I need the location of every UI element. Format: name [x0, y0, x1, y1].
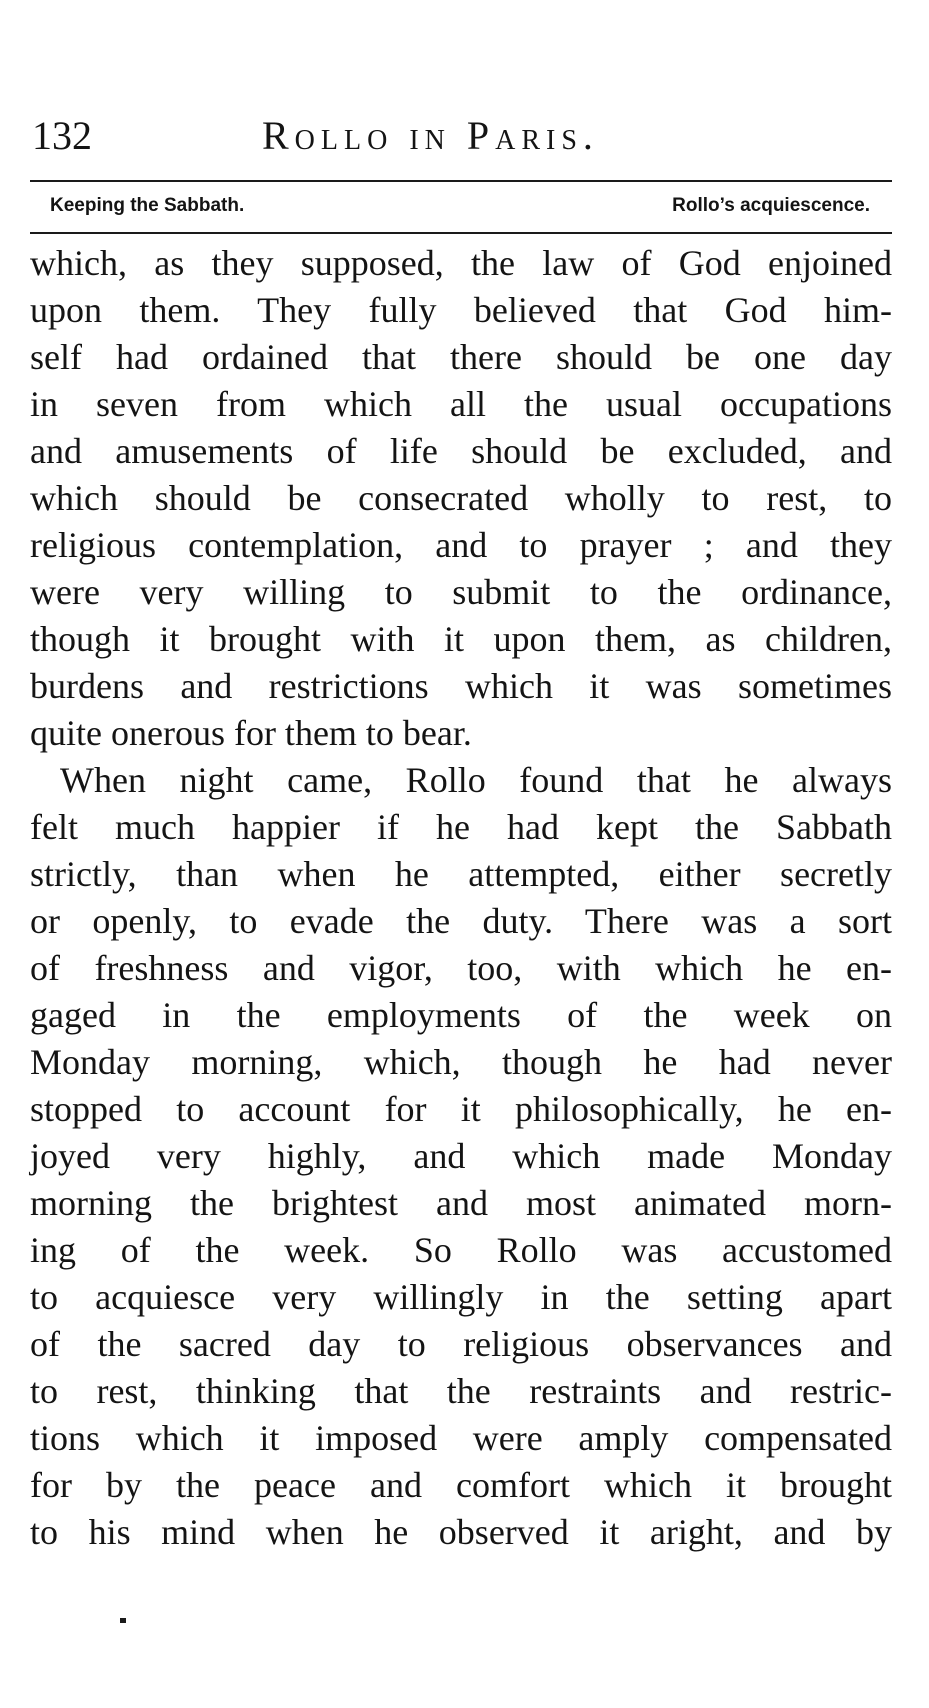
text-line: quite onerous for them to bear.	[30, 713, 472, 753]
text-line: to his mind when he observed it aright, and by	[30, 1512, 892, 1552]
text-line: were very willing to submit to the ordinance,	[30, 572, 892, 612]
section-subheads	[50, 188, 870, 224]
text-line: felt much happier if he had kept the Sabbath	[30, 807, 892, 847]
text-line: strictly, than when he attempted, either secretly	[30, 854, 892, 894]
header-rule-bottom	[30, 232, 892, 234]
text-line: to acquiesce very willingly in the setting apart	[30, 1277, 892, 1317]
text-line: or openly, to evade the duty. There was a sort	[30, 901, 892, 941]
text-line: burdens and restrictions which it was sometimes	[30, 666, 892, 706]
text-line: tions which it imposed were amply compensated	[30, 1418, 892, 1458]
text-line: upon them. They fully believed that God him-	[30, 290, 892, 330]
text-line: stopped to account for it philosophically, he en-	[30, 1089, 892, 1129]
text-line: When night came, Rollo found that he always	[60, 760, 892, 800]
book-title: Rollo in Paris.	[262, 113, 599, 158]
text-line: for by the peace and comfort which it brought	[30, 1465, 892, 1505]
text-line: self had ordained that there should be one day	[30, 337, 892, 377]
text-line: to rest, thinking that the restraints and restric-	[30, 1371, 892, 1411]
text-line: religious contemplation, and to prayer ; and they	[30, 525, 892, 565]
header-rule-top	[30, 180, 892, 182]
body-text	[30, 240, 892, 1556]
text-line: of the sacred day to religious observances and	[30, 1324, 892, 1364]
text-line: of freshness and vigor, too, with which he en-	[30, 948, 892, 988]
text-line: joyed very highly, and which made Monday	[30, 1136, 892, 1176]
text-line: morning the brightest and most animated morn-	[30, 1183, 892, 1223]
paragraph	[30, 757, 892, 1556]
subhead-right: Rollo’s acquiescence.	[672, 195, 870, 216]
text-line: in seven from which all the usual occupations	[30, 384, 892, 424]
ink-speck	[120, 1618, 126, 1623]
text-line: though it brought with it upon them, as children,	[30, 619, 892, 659]
subhead-left: Keeping the Sabbath.	[50, 195, 245, 216]
paragraph	[30, 240, 892, 757]
running-head	[32, 108, 892, 168]
text-line: which, as they supposed, the law of God enjoined	[30, 243, 892, 283]
page-number: 132	[32, 113, 92, 158]
text-line: which should be consecrated wholly to rest, to	[30, 478, 892, 518]
text-line: Monday morning, which, though he had never	[30, 1042, 892, 1082]
text-line: ing of the week. So Rollo was accustomed	[30, 1230, 892, 1270]
text-line: gaged in the employments of the week on	[30, 995, 892, 1035]
text-line: and amusements of life should be excluded, and	[30, 431, 892, 471]
